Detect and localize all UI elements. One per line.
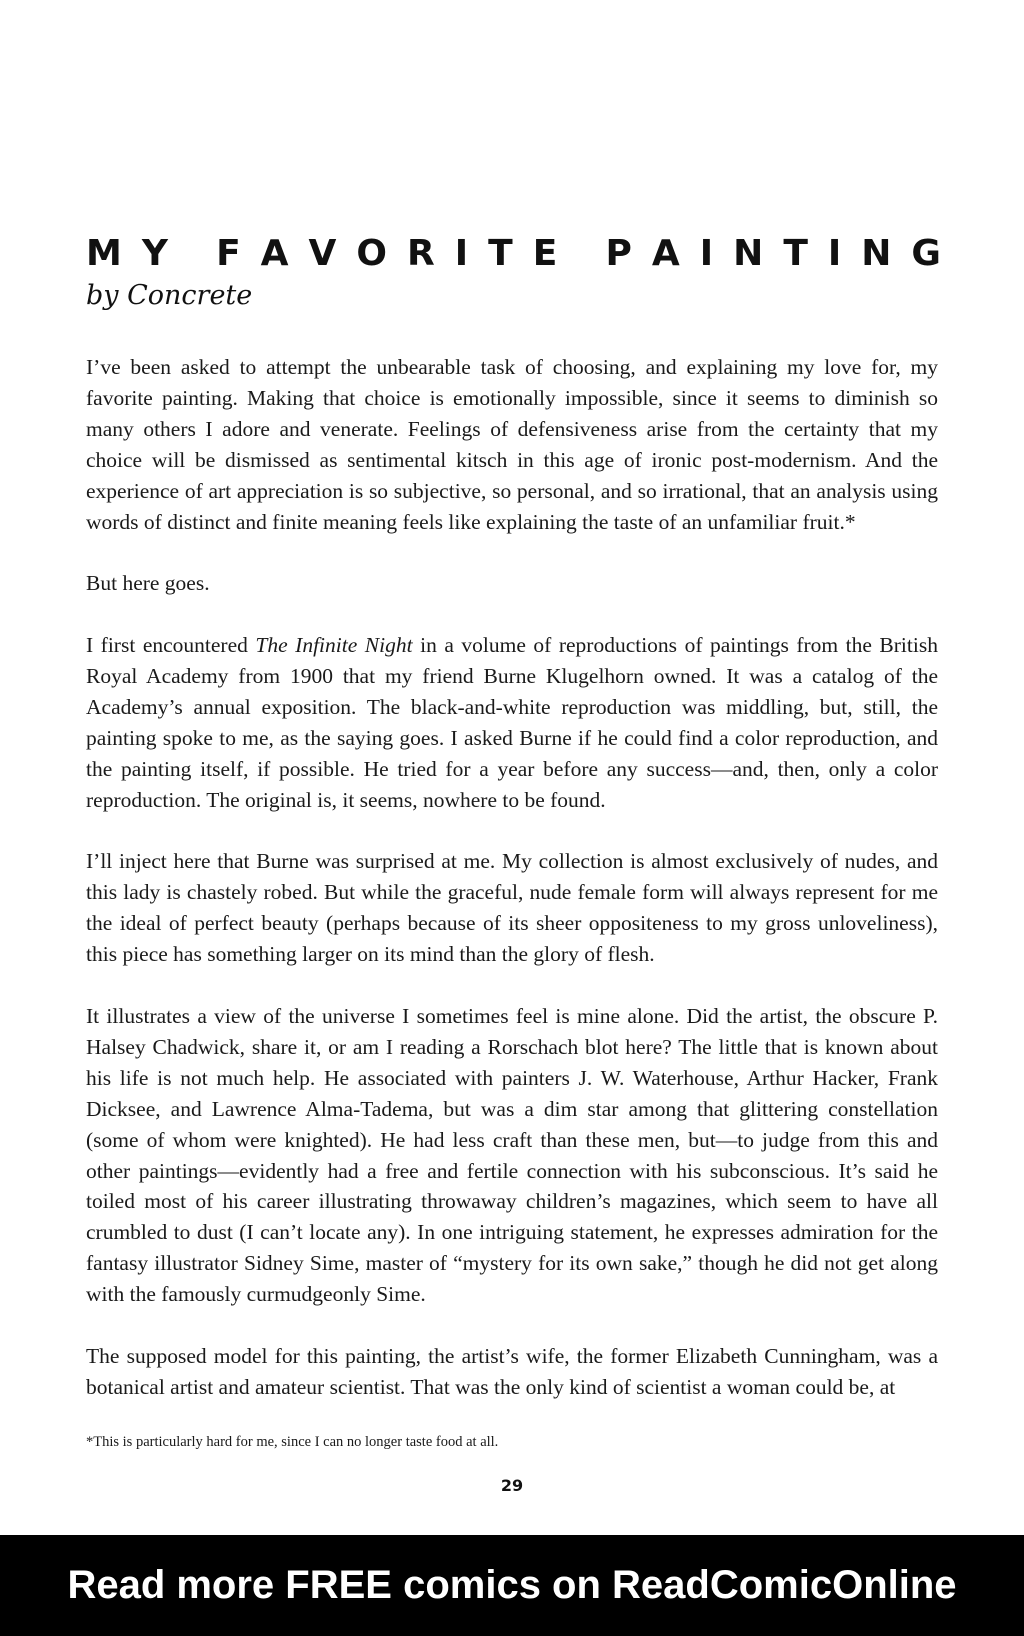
title-letter: G	[911, 233, 941, 274]
title-letter: A	[260, 233, 289, 274]
promo-banner[interactable]	[0, 1535, 1024, 1636]
paragraph-3-lead: I first encountered	[86, 633, 256, 658]
paragraph-2: But here goes.	[86, 571, 210, 596]
paragraph-5: It illustrates a view of the universe I sometimes feel is mine alone. Did the artist, the obscure P. Halsey Chadwick, share it, or am I reading a Rorschach blot here? The little that is known about his life is not much help. He associated with painters J. W. Waterhouse, Arthur Hacker, Frank Dicksee, and Lawrence Alma-Tadema, but was a dim star among that glittering constellation (some of whom were knighted). He had less craft than these men, but—to judge from this and other paintings—evidently had a free and fertile connection with his subconscious. It’s said he toiled most of his career illustrating throwaway children’s magazines, which seem to have all crumbled to dust (I can’t locate any). In one intriguing statement, he expresses admiration for the fantasy illustrator Sidney Sime, master of “mystery for its own sake,” though he did not get along with the famously curmudgeonly Sime.	[86, 1003, 938, 1307]
article-byline: by Concrete	[86, 280, 253, 311]
paragraph-4: I’ll inject here that Burne was surprised at me. My collection is almost exclusively of nudes, and this lady is chastely robed. But while the graceful, nude female form will always represent for me the ideal of perfect beauty (perhaps because of its sheer oppositeness to my gross unloveliness), this piece has something larger on its mind than the glory of flesh.	[86, 849, 938, 967]
title-letter: F	[216, 233, 241, 274]
paragraph-3-rest: in a volume of reproductions of paintings from the British Royal Academy from 1900 that my friend Burne Klugelhorn owned. It was a catalog of the Academy’s annual exposition. The black-and-white reproduction was middling, but, still, the painting spoke to me, as the saying goes. I asked Burne if he could find a color reproduction, and the painting itself, if possible. He tried for a year before any success—and, then, only a color reproduction. The original is, it seems, nowhere to be found.	[86, 633, 938, 812]
title-letter: N	[861, 233, 892, 274]
page-number: 29	[500, 1476, 524, 1495]
title-letter: O	[356, 233, 388, 274]
title-letter: E	[532, 233, 558, 274]
title-word-favorite	[216, 232, 557, 276]
painting-title: The Infinite Night	[255, 633, 413, 658]
promo-banner-text[interactable]: Read more FREE comics on ReadComicOnline	[67, 1563, 957, 1607]
title-letter: V	[308, 233, 337, 274]
title-letter: A	[651, 233, 680, 274]
title-letter: M	[86, 233, 122, 274]
title-letter: N	[733, 233, 764, 274]
title-letter: T	[783, 233, 808, 274]
paragraph-1: I’ve been asked to attempt the unbearable task of choosing, and explaining my love for, my favorite painting. Making that choice is emotionally impossible, since it seems to diminish so many others I adore and venerate. Feelings of defensiveness arise from the certainty that my choice will be dismissed as sentimental kitsch in this age of ironic post-modernism. And the experience of art appreciation is so subjective, so personal, and so irrational, that an analysis using words of distinct and finite meaning feels like explaining the taste of an unfamiliar fruit.*	[86, 355, 938, 534]
title-letter: Y	[141, 233, 168, 274]
article-title	[86, 232, 941, 276]
title-word-my	[86, 232, 168, 276]
title-letter: I	[699, 233, 714, 274]
article-body	[86, 352, 938, 1434]
title-word-painting	[606, 232, 941, 276]
title-letter: I	[827, 233, 842, 274]
title-letter: T	[488, 233, 513, 274]
footnote: *This is particularly hard for me, since I can no longer taste food at all.	[86, 1434, 499, 1450]
paragraph-6: The supposed model for this painting, the artist’s wife, the former Elizabeth Cunningham, was a botanical artist and amateur scientist. That was the only kind of scientist a woman could be, at	[86, 1343, 938, 1399]
title-letter: P	[605, 233, 632, 274]
title-letter: I	[454, 233, 469, 274]
paragraph-3	[86, 630, 938, 815]
title-letter: R	[407, 233, 435, 274]
